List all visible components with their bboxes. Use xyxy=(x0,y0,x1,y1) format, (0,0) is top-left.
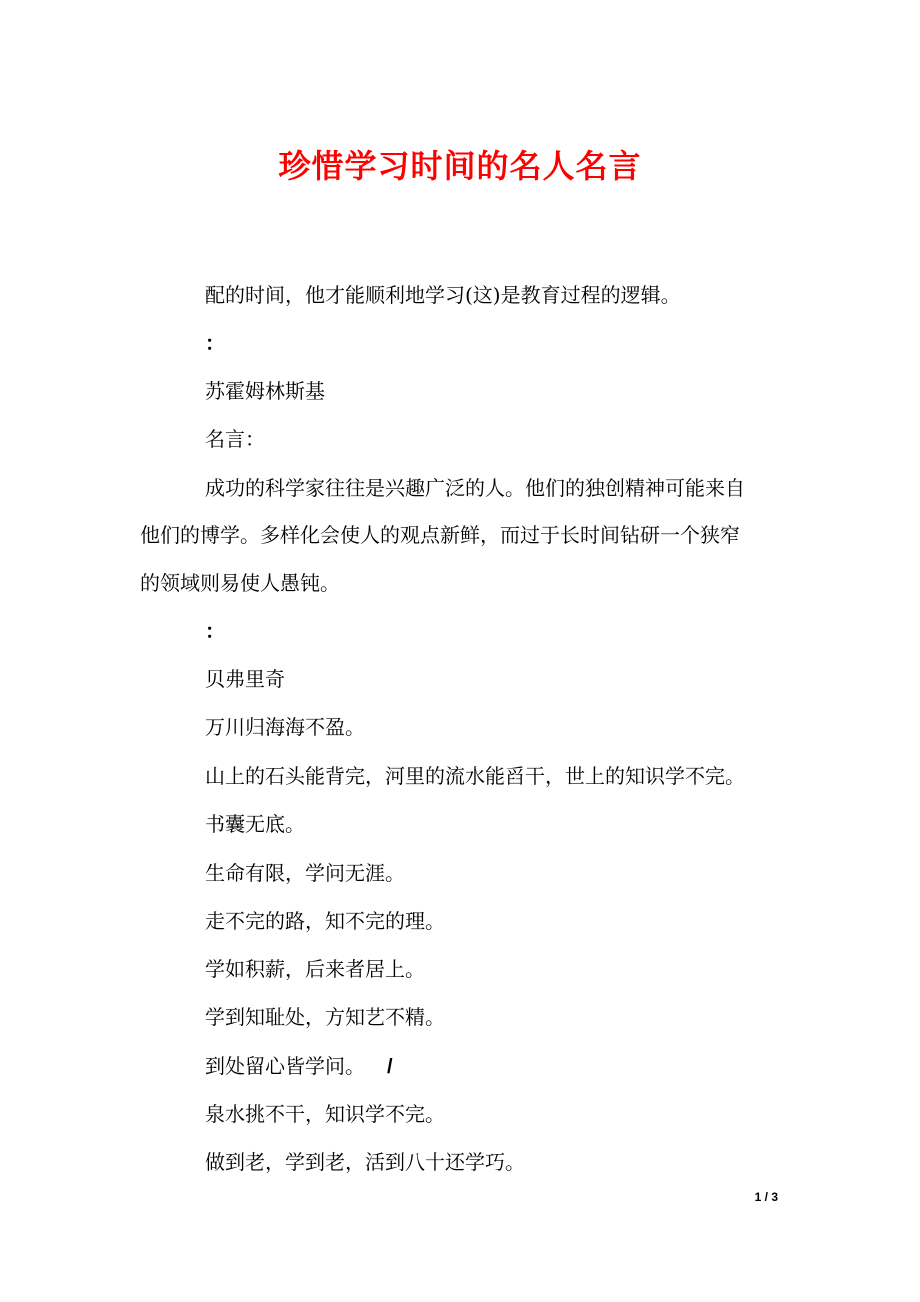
paragraph-quote-line-3: 的领域则易使人愚钝。 xyxy=(140,571,340,595)
quote-line: 学到知耻处，方知艺不精。 xyxy=(205,1005,445,1029)
quote-line: 万川归海海不盈。 xyxy=(205,715,365,739)
colon-line-2: ： xyxy=(205,621,225,643)
quote-line: 书囊无底。 xyxy=(205,812,305,836)
author-name-2: 贝弗里奇 xyxy=(205,667,285,691)
quote-line: 做到老，学到老，活到八十还学巧。 xyxy=(205,1150,525,1174)
author-name-1: 苏霍姆林斯基 xyxy=(205,379,325,403)
paragraph-quote-line-1: 成功的科学家往往是兴趣广泛的人。他们的独创精神可能来自 xyxy=(205,476,745,500)
quotes-heading: 名言： xyxy=(205,427,265,451)
quote-line: 生命有限，学问无涯。 xyxy=(205,861,405,885)
quote-line: 泉水挑不干，知识学不完。 xyxy=(205,1102,445,1126)
colon-line-1: ： xyxy=(205,333,225,355)
page-title: 珍惜学习时间的名人名言 xyxy=(278,147,642,185)
quote-line: 山上的石头能背完，河里的流水能舀干，世上的知识学不完。 xyxy=(205,764,745,788)
paragraph-1: 配的时间，他才能顺利地学习(这)是教育过程的逻辑。 xyxy=(205,283,681,307)
quote-line-with-slash xyxy=(205,1052,393,1081)
quote-line: 走不完的路，知不完的理。 xyxy=(205,909,445,933)
quote-line: 学如积薪，后来者居上。 xyxy=(205,957,425,981)
slash-mark: / xyxy=(387,1056,393,1078)
paragraph-quote-line-2: 他们的博学。多样化会使人的观点新鲜，而过于长时间钻研一个狭窄 xyxy=(140,523,740,547)
page-number: 1 / 3 xyxy=(754,1190,778,1204)
quote-text: 到处留心皆学问。 xyxy=(205,1054,365,1078)
